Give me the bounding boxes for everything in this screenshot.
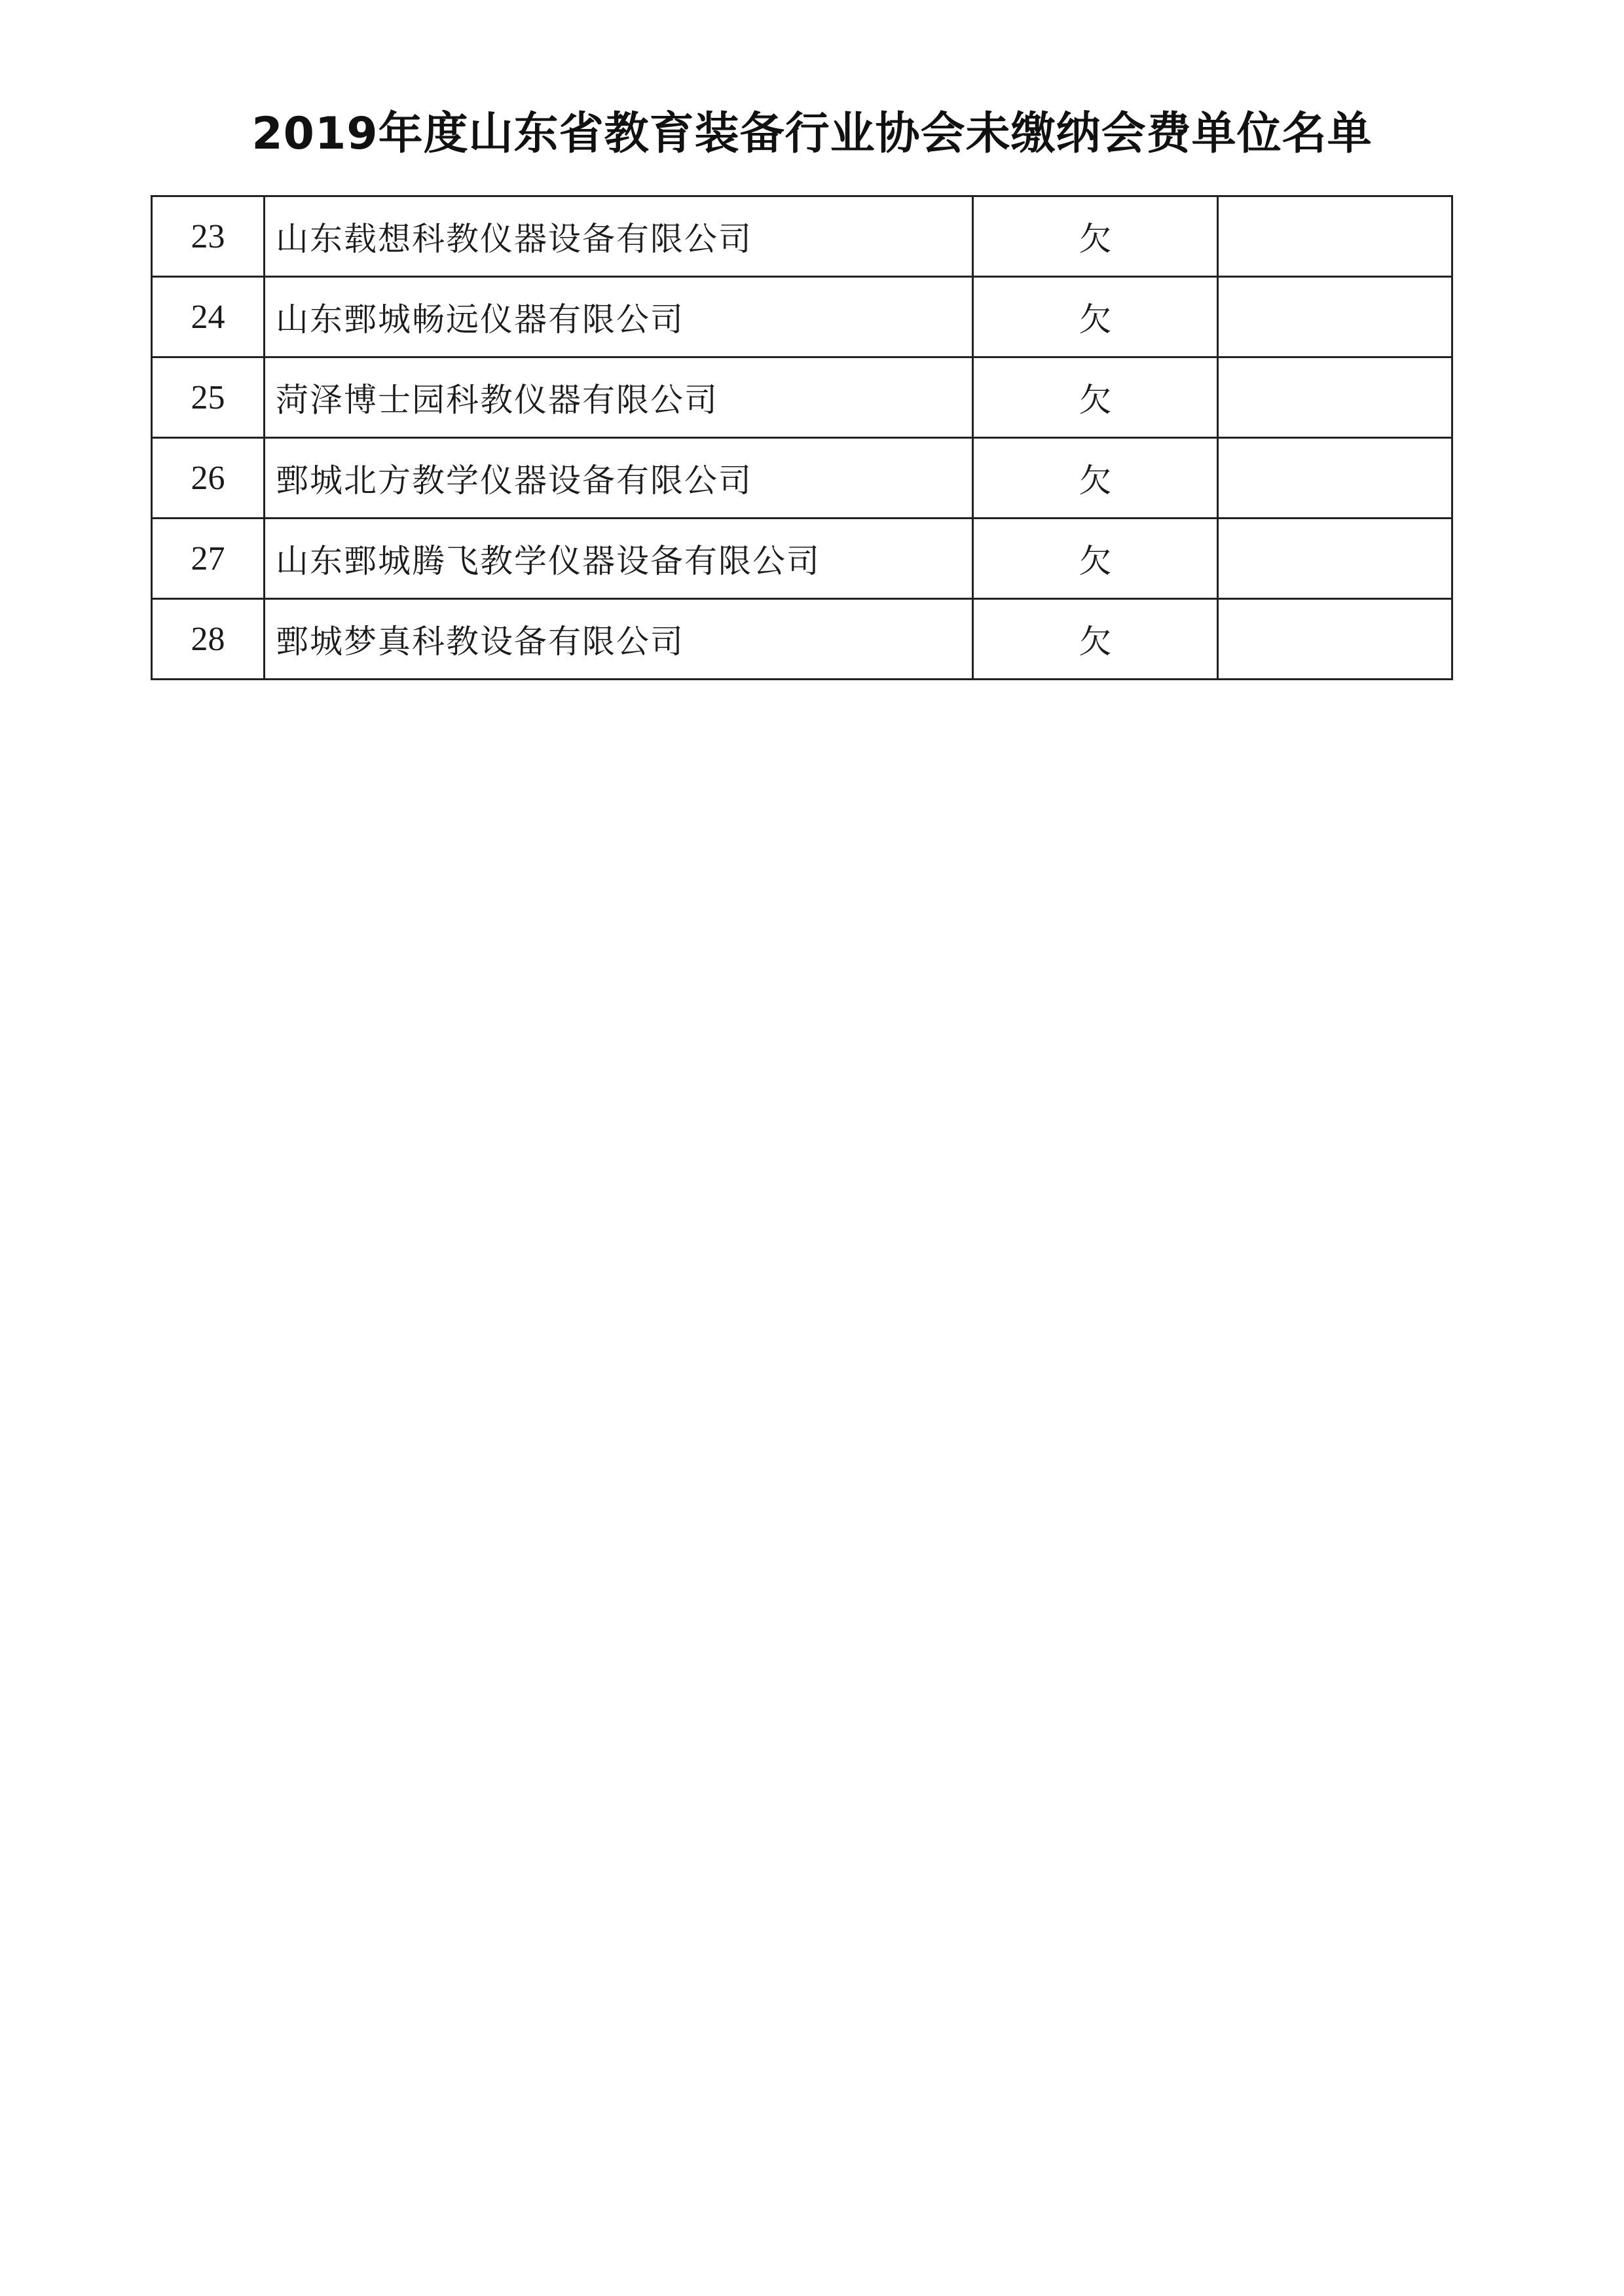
row-number: 27 [152, 519, 265, 599]
table-row [152, 519, 1452, 599]
row-number: 28 [152, 599, 265, 680]
payment-status: 欠 [973, 357, 1218, 438]
note-cell [1218, 599, 1452, 680]
page-title: 2019年度山东省教育装备行业协会未缴纳会费单位名单 [251, 108, 1373, 160]
row-number: 25 [152, 357, 265, 438]
payment-status: 欠 [973, 438, 1218, 519]
company-name: 山东载想科教仪器设备有限公司 [265, 196, 973, 277]
company-name: 菏泽博士园科教仪器有限公司 [265, 357, 973, 438]
note-cell [1218, 519, 1452, 599]
unpaid-dues-table [151, 195, 1453, 680]
row-number: 24 [152, 277, 265, 357]
note-cell [1218, 196, 1452, 277]
note-cell [1218, 277, 1452, 357]
payment-status: 欠 [973, 519, 1218, 599]
company-name: 山东鄄城腾飞教学仪器设备有限公司 [265, 519, 973, 599]
company-name: 鄄城梦真科教设备有限公司 [265, 599, 973, 680]
note-cell [1218, 438, 1452, 519]
table-row [152, 277, 1452, 357]
row-number: 26 [152, 438, 265, 519]
table-row [152, 438, 1452, 519]
table-row [152, 357, 1452, 438]
table-row [152, 599, 1452, 680]
company-name: 鄄城北方教学仪器设备有限公司 [265, 438, 973, 519]
row-number: 23 [152, 196, 265, 277]
table-row [152, 196, 1452, 277]
payment-status: 欠 [973, 599, 1218, 680]
payment-status: 欠 [973, 196, 1218, 277]
note-cell [1218, 357, 1452, 438]
payment-status: 欠 [973, 277, 1218, 357]
company-name: 山东鄄城畅远仪器有限公司 [265, 277, 973, 357]
